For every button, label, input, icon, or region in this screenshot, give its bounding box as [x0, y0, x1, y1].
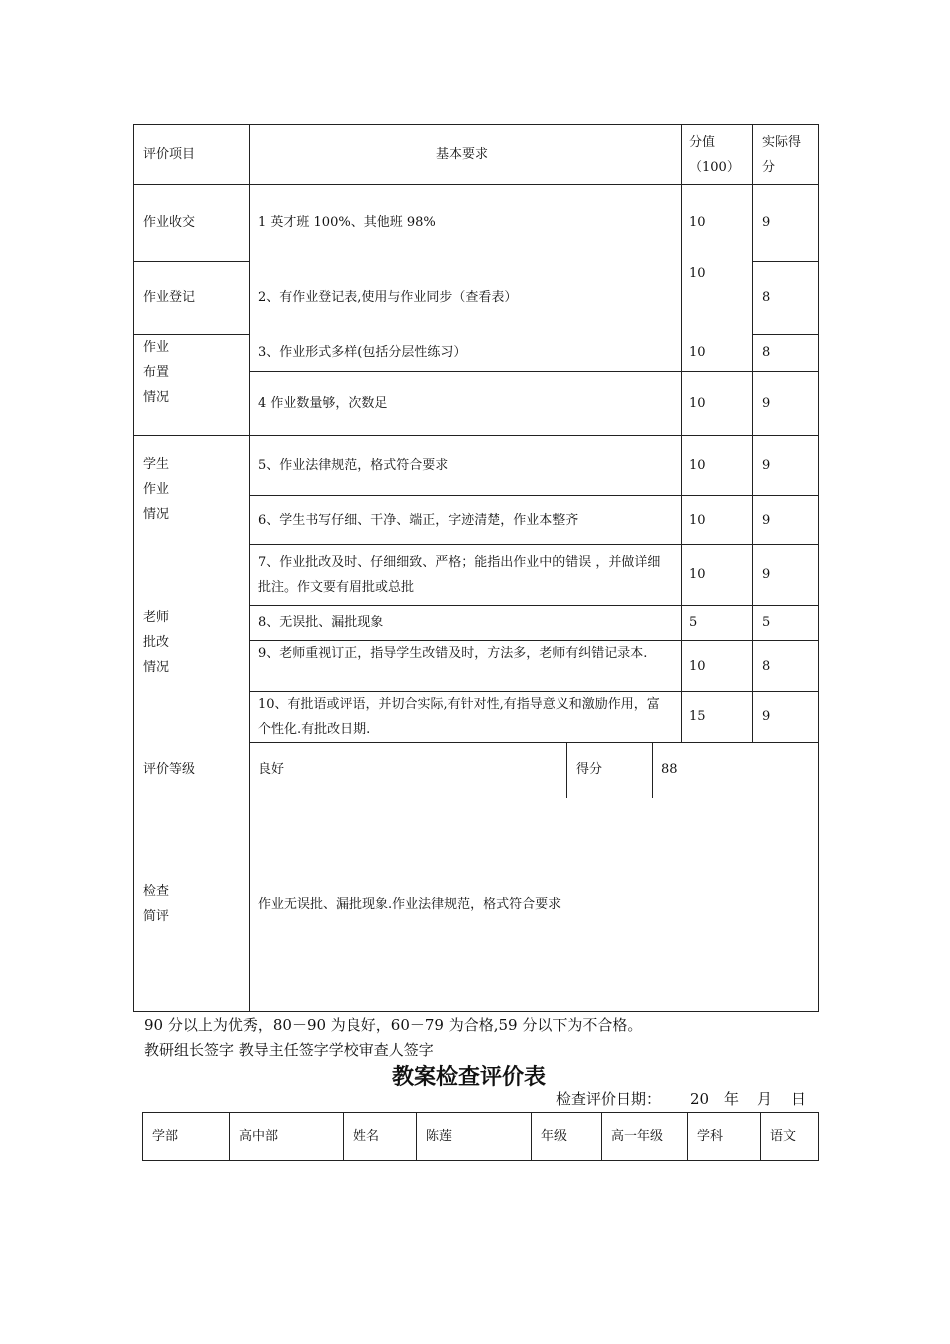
requirement-10: 10、有批语或评语，并切合实际,有针对性,有指导意义和激励作用，富个性化.有批改日期. — [258, 697, 660, 737]
requirement-1: 1 英才班 100%、其他班 98% — [258, 215, 436, 230]
category-assign: 作业 布置 情况 — [143, 340, 170, 405]
score-6: 10 — [689, 513, 706, 528]
name-label: 姓名 — [353, 1129, 380, 1144]
score-7: 10 — [689, 567, 706, 582]
category-teacher: 老师 批改 情况 — [143, 610, 170, 675]
division-value: 高中部 — [239, 1129, 279, 1144]
actual-3: 8 — [762, 345, 771, 360]
actual-9: 8 — [762, 659, 771, 674]
actual-6: 9 — [762, 513, 771, 528]
actual-5: 9 — [762, 458, 771, 473]
inspection-comment: 作业无误批、漏批现象.作业法律规范，格式符合要求 — [258, 897, 562, 912]
date-label: 检查评价日期： — [556, 1090, 662, 1108]
category-submit: 作业收交 — [143, 215, 196, 230]
category-student: 学生 作业 情况 — [143, 457, 170, 522]
date-month: 月 — [757, 1090, 773, 1108]
actual-7: 9 — [762, 567, 771, 582]
grade-value: 良好 — [258, 762, 285, 777]
score-1: 10 — [689, 215, 706, 230]
grade-score-value: 88 — [661, 762, 678, 777]
category-comment: 检查 简评 — [143, 884, 170, 924]
grade-label: 年级 — [541, 1129, 568, 1144]
actual-8: 5 — [762, 615, 771, 630]
lesson-plan-title: 教案检查评价表 — [392, 1065, 547, 1090]
header-score: 分值（100） — [689, 135, 740, 175]
header-requirement: 基本要求 — [436, 147, 489, 162]
score-2: 10 — [689, 266, 706, 281]
requirement-3: 3、作业形式多样(包括分层性练习） — [258, 345, 467, 360]
actual-1: 9 — [762, 215, 771, 230]
division-label: 学部 — [152, 1129, 179, 1144]
score-3: 10 — [689, 345, 706, 360]
score-5: 10 — [689, 458, 706, 473]
requirement-7: 7、作业批改及时、仔细细致、严格；能指出作业中的错误 ，并做详细批注。作文要有眉批或总批 — [258, 555, 661, 595]
name-value: 陈莲 — [426, 1129, 453, 1144]
score-8: 5 — [689, 615, 698, 630]
requirement-2: 2、有作业登记表,使用与作业同步（查看表） — [258, 290, 518, 305]
requirement-5: 5、作业法律规范，格式符合要求 — [258, 458, 449, 473]
requirement-6: 6、学生书写仔细、干净、端正，字迹清楚，作业本整齐 — [258, 513, 579, 528]
requirement-4: 4 作业数量够，次数足 — [258, 396, 388, 411]
category-register: 作业登记 — [143, 290, 196, 305]
subject-value: 语文 — [770, 1129, 797, 1144]
category-grade: 评价等级 — [143, 762, 196, 777]
header-item: 评价项目 — [143, 147, 196, 162]
signature-line: 教研组长签字 教导主任签字学校审查人签字 — [144, 1041, 434, 1059]
score-10: 15 — [689, 709, 706, 724]
actual-2: 8 — [762, 290, 771, 305]
grade-score-label: 得分 — [576, 762, 603, 777]
actual-10: 9 — [762, 709, 771, 724]
header-actual: 实际得分 — [762, 135, 802, 175]
grading-note: 90 分以上为优秀，80－90 为良好，60－79 为合格,59 分以下为不合格。 — [144, 1016, 643, 1034]
grade-year-value: 高一年级 — [611, 1129, 664, 1144]
score-9: 10 — [689, 659, 706, 674]
requirement-8: 8、无误批、漏批现象 — [258, 615, 384, 630]
date-year: 年 — [724, 1090, 740, 1108]
subject-label: 学科 — [697, 1129, 724, 1144]
score-4: 10 — [689, 396, 706, 411]
requirement-9: 9、老师重视订正，指导学生改错及时，方法多，老师有纠错记录本. — [258, 646, 648, 661]
date-year-prefix: 20 — [690, 1090, 710, 1108]
date-day: 日 — [791, 1090, 807, 1108]
actual-4: 9 — [762, 396, 771, 411]
